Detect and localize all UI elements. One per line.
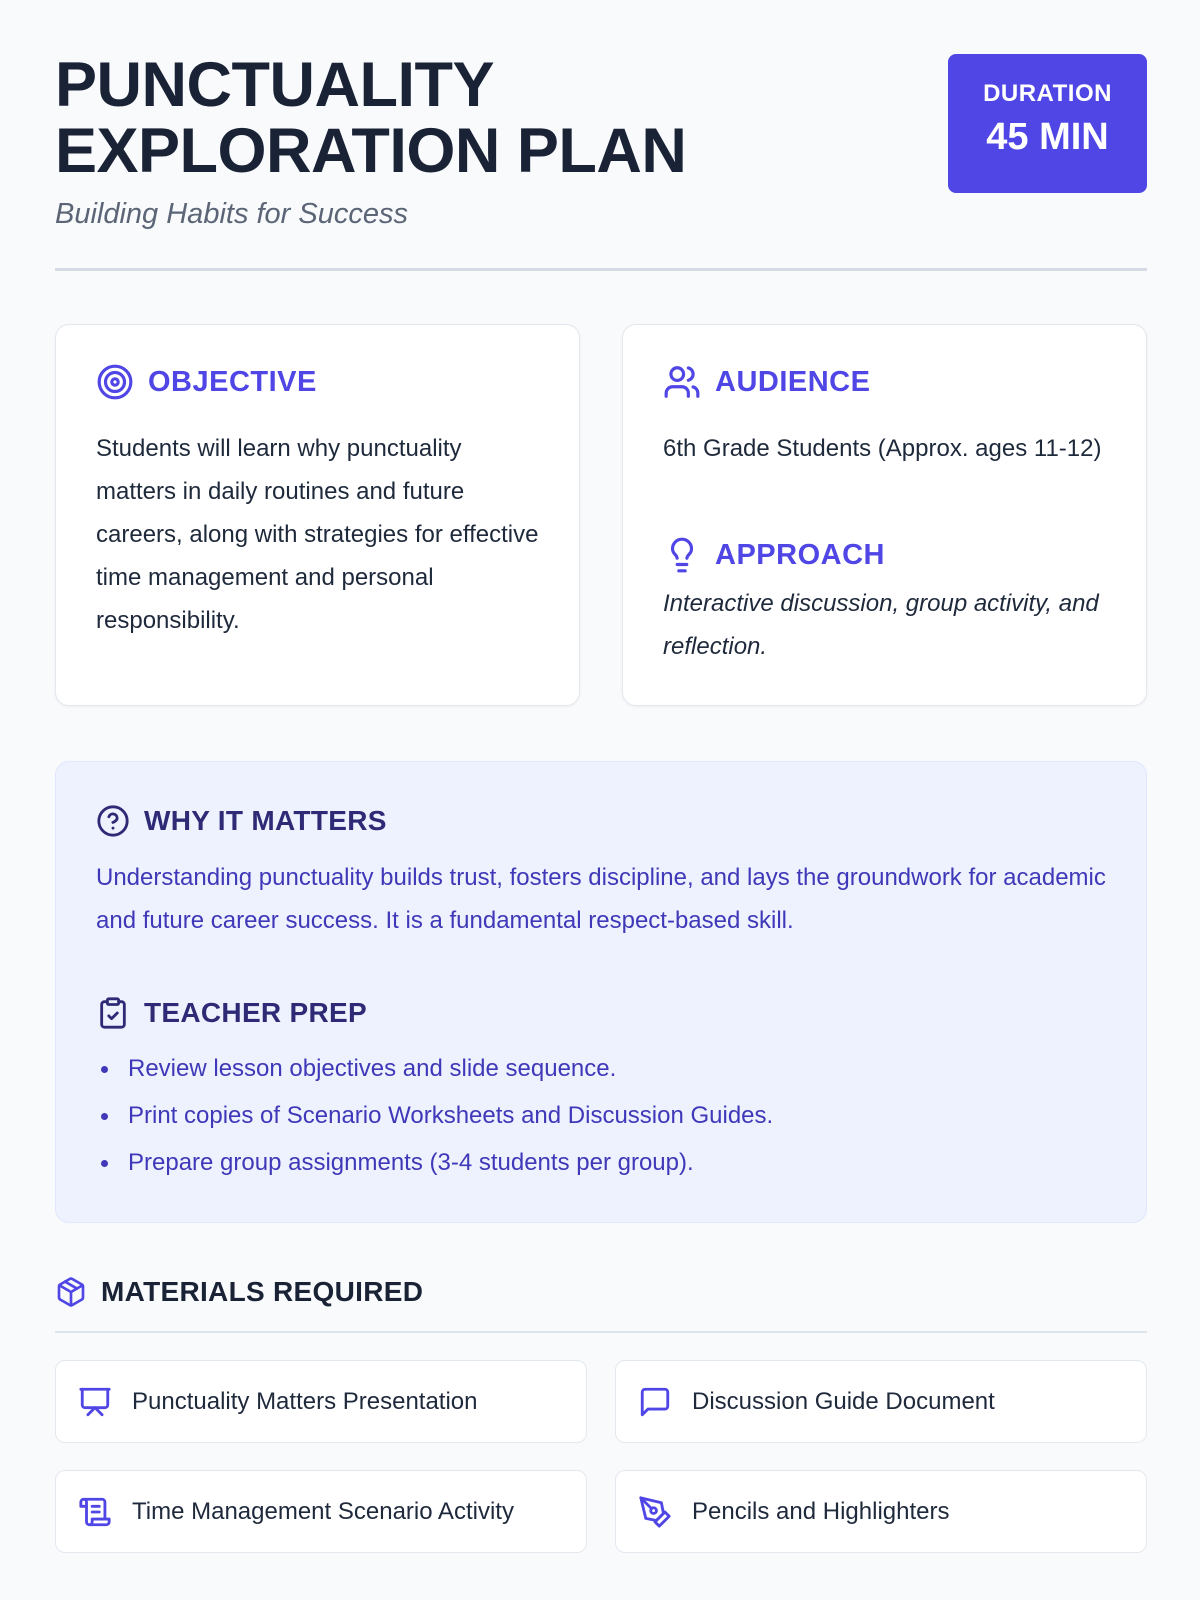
lightbulb-icon	[663, 536, 701, 574]
teacher-prep-list	[95, 1045, 773, 1186]
material-presentation	[55, 1360, 587, 1443]
duration-badge	[948, 54, 1147, 193]
material-scenario-activity	[55, 1470, 587, 1553]
why-heading-label: WHY IT MATTERS	[144, 805, 387, 836]
objective-heading	[96, 363, 317, 401]
presentation-icon	[78, 1385, 112, 1419]
scroll-icon	[78, 1495, 112, 1529]
audience-heading	[663, 363, 870, 401]
material-pencils	[615, 1470, 1147, 1553]
materials-divider	[55, 1331, 1147, 1333]
page-subtitle: Building Habits for Success	[55, 198, 408, 230]
pen-tool-icon	[638, 1495, 672, 1529]
clipboard-check-icon	[96, 996, 130, 1030]
help-circle-icon	[96, 804, 130, 838]
target-icon	[96, 363, 134, 401]
package-icon	[55, 1276, 87, 1308]
materials-heading	[55, 1276, 423, 1308]
objective-text: Students will learn why punctuality matters in daily routines and future careers, along with strategies for effective time management and personal responsibility.	[96, 435, 539, 634]
audience-text: 6th Grade Students (Approx. ages 11-12)	[663, 435, 1102, 462]
material-label: Punctuality Matters Presentation	[132, 1387, 478, 1415]
objective-card	[55, 324, 580, 706]
list-item: Review lesson objectives and slide sequence.	[95, 1045, 773, 1092]
material-label: Pencils and Highlighters	[692, 1497, 950, 1525]
approach-heading-label: APPROACH	[715, 538, 885, 571]
users-icon	[663, 363, 701, 401]
audience-card	[622, 324, 1147, 706]
materials-heading-label: MATERIALS REQUIRED	[101, 1276, 424, 1307]
why-heading	[96, 804, 387, 838]
page-title: PUNCTUALITY EXPLORATION PLAN	[55, 50, 687, 186]
list-item: Prepare group assignments (3-4 students per group).	[95, 1139, 773, 1186]
objective-heading-label: OBJECTIVE	[148, 365, 317, 398]
audience-heading-label: AUDIENCE	[715, 365, 871, 398]
message-square-icon	[638, 1385, 672, 1419]
header-divider	[55, 268, 1147, 271]
duration-label: DURATION	[983, 80, 1112, 107]
material-label: Discussion Guide Document	[692, 1387, 995, 1415]
why-text: Understanding punctuality builds trust, fosters discipline, and lays the groundwork for academic and future career success. It is a fundamental respect-based skill.	[96, 864, 1106, 934]
approach-text: Interactive discussion, group activity, and reflection.	[663, 590, 1099, 660]
material-label: Time Management Scenario Activity	[132, 1497, 514, 1525]
duration-value: 45 MIN	[986, 116, 1109, 158]
approach-heading	[663, 536, 885, 574]
list-item: Print copies of Scenario Worksheets and Discussion Guides.	[95, 1092, 773, 1139]
material-discussion-guide	[615, 1360, 1147, 1443]
teacher-prep-heading-label: TEACHER PREP	[144, 997, 367, 1028]
teacher-prep-heading	[96, 996, 367, 1030]
